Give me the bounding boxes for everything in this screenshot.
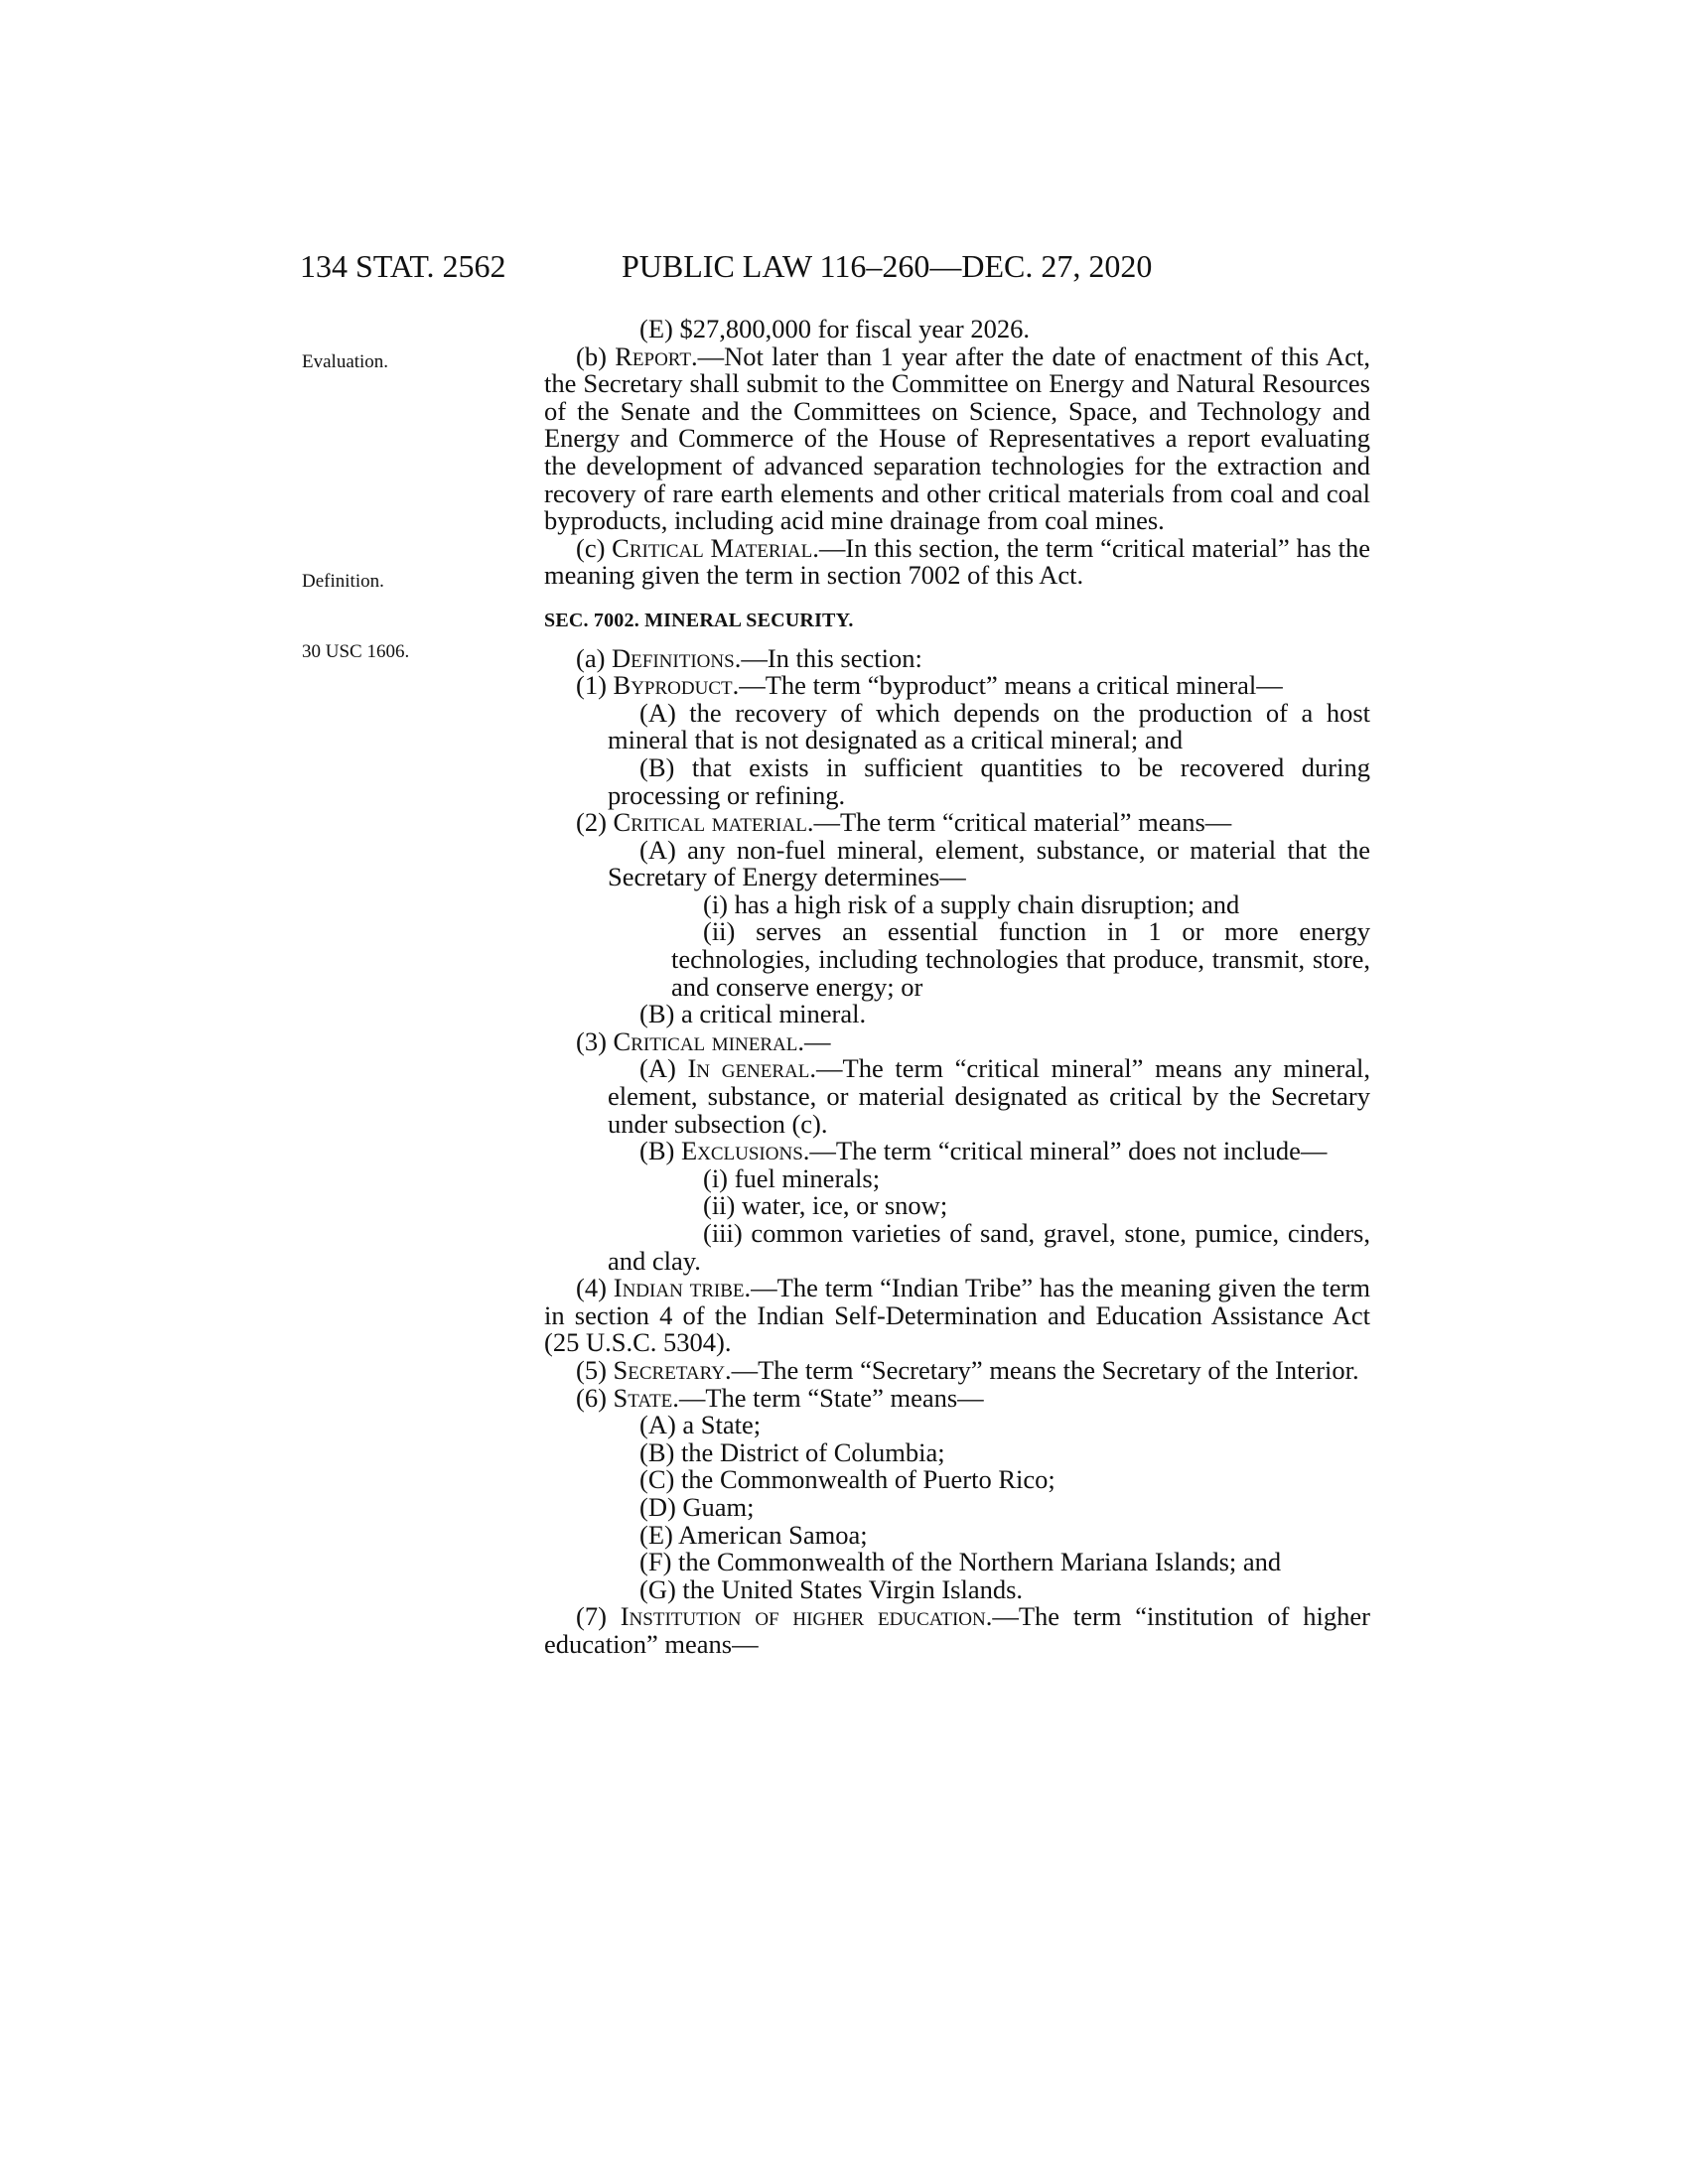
- subsection-c-lead: (c): [576, 532, 613, 563]
- subsection-a-lead: (a): [576, 642, 613, 673]
- definition-3-b-heading: Exclusions: [680, 1136, 803, 1166]
- definition-6-a: (A) a State;: [639, 1410, 762, 1440]
- definition-3-a-text: .—The term “critical mineral” means any mineral, element, substance, or material designated as critical by the Secretary under subsection (c).: [608, 1053, 1370, 1139]
- definition-6-lead: (6): [576, 1382, 614, 1413]
- definition-3-a: [544, 1055, 1370, 1138]
- definition-3-heading: Critical mineral: [613, 1025, 798, 1056]
- subsection-b-heading: Report: [615, 341, 691, 371]
- definition-2-b: (B) a critical mineral.: [639, 999, 867, 1029]
- definition-2-text: .—The term “critical material” means—: [806, 807, 1232, 838]
- definition-3-b-text: .—The term “critical mineral” does not include—: [802, 1136, 1328, 1166]
- definition-3-text: .—: [797, 1025, 831, 1056]
- definition-6-e: (E) American Samoa;: [639, 1519, 868, 1550]
- definition-4-indian-tribe: [544, 1275, 1370, 1357]
- page-reference: 134 STAT. 2562: [300, 248, 506, 284]
- definition-3-b: [544, 1138, 1370, 1165]
- definition-5-text: .—The term “Secretary” means the Secretary of the Interior.: [724, 1354, 1359, 1385]
- definition-4-text: .—The term “Indian Tribe” has the meaning given the term in section 4 of the Indian Self-Determination and Education Assistance Act (25 U.S.C. 5304).: [544, 1273, 1370, 1358]
- page-title: PUBLIC LAW 116–260—DEC. 27, 2020: [622, 248, 1153, 284]
- definition-3-b-ii: (ii) water, ice, or snow;: [703, 1190, 948, 1221]
- definition-7-text: .—The term “institution of higher education” means—: [544, 1601, 1370, 1659]
- subsection-b-report: [544, 343, 1370, 535]
- definition-2-critical-material: [544, 809, 1370, 837]
- definition-7-lead: (7): [576, 1601, 621, 1632]
- definition-1-a: (A) the recovery of which depends on the production of a host mineral that is not designated as a critical mineral; and: [608, 697, 1370, 755]
- definition-3-b-iii: (iii) common varieties of sand, gravel, stone, pumice, cinders, and clay.: [608, 1218, 1370, 1276]
- definition-2-lead: (2): [576, 807, 614, 838]
- subsection-b-lead: (b): [576, 341, 616, 371]
- definition-1-text: .—The term “byproduct” means a critical mineral—: [732, 670, 1283, 701]
- definition-7-heading: Institution of higher education: [620, 1601, 986, 1632]
- definition-5-heading: Secretary: [613, 1354, 725, 1385]
- definition-6-heading: State: [613, 1382, 673, 1413]
- definition-6-text: .—The term “State” means—: [672, 1382, 984, 1413]
- subsection-c-text: .—In this section, the term “critical material” has the meaning given the term in section 7002 of this Act.: [544, 532, 1370, 591]
- subsection-c-critical-material: [544, 532, 1370, 591]
- definition-3-a-lead: (A): [639, 1053, 688, 1084]
- paragraph-e-fy2026: (E) $27,800,000 for fiscal year 2026.: [639, 314, 1030, 343]
- definition-1-b: (B) that exists in sufficient quantities to be recovered during processing or refining.: [608, 751, 1370, 810]
- margin-note-definition: Definition.: [302, 571, 384, 592]
- definition-2-a-ii: (ii) serves an essential function in 1 or more energy technologies, including technologies that produce, transmit, store, and conserve energy; or: [671, 916, 1370, 1002]
- definition-2-a: (A) any non-fuel mineral, element, substance, or material that the Secretary of Energy determines—: [608, 834, 1370, 892]
- definition-6-g: (G) the United States Virgin Islands.: [639, 1573, 1024, 1604]
- definition-6-c: (C) the Commonwealth of Puerto Rico;: [639, 1464, 1055, 1495]
- definition-3-lead: (3): [576, 1025, 614, 1056]
- definition-6-d: (D) Guam;: [639, 1491, 755, 1522]
- definition-6-state: [544, 1382, 1370, 1413]
- definition-7-institution-of-higher-education: [544, 1603, 1370, 1658]
- subsection-a-heading: Definitions: [612, 642, 735, 673]
- margin-note-usc: 30 USC 1606.: [302, 641, 410, 662]
- definition-1-lead: (1): [576, 670, 614, 701]
- definition-4-lead: (4): [576, 1273, 614, 1303]
- subsection-a-text: .—In this section:: [734, 642, 922, 673]
- definition-6-f: (F) the Commonwealth of the Northern Mariana Islands; and: [639, 1547, 1282, 1577]
- section-heading: SEC. 7002. MINERAL SECURITY.: [544, 609, 854, 631]
- definition-3-b-lead: (B): [639, 1136, 681, 1166]
- definition-5-lead: (5): [576, 1354, 614, 1385]
- definition-3-b-i: (i) fuel minerals;: [703, 1162, 881, 1193]
- definition-6-b: (B) the District of Columbia;: [639, 1436, 945, 1467]
- definition-3-a-heading: In general: [687, 1053, 810, 1084]
- definition-1-heading: Byproduct: [613, 670, 733, 701]
- margin-note-evaluation: Evaluation.: [302, 351, 389, 372]
- definition-4-heading: Indian tribe: [613, 1273, 745, 1303]
- definition-2-heading: Critical material: [613, 807, 807, 838]
- definition-1-byproduct: [544, 672, 1370, 700]
- subsection-c-heading: Critical Material: [612, 532, 813, 563]
- subsection-a-definitions: [544, 642, 1370, 673]
- document-body: [544, 316, 1370, 1659]
- definition-3-critical-mineral: [544, 1025, 1370, 1056]
- definition-2-a-i: (i) has a high risk of a supply chain disruption; and: [703, 888, 1240, 919]
- subsection-b-text: .—Not later than 1 year after the date of enactment of this Act, the Secretary shall submit to the Committee on Energy and Natural Resources of the Senate and the Committees on Science, Space, and Technology and Energy and Commerce of the House of Representatives a report evaluating the development of advanced separation technologies for the extraction and recovery of rare earth elements and other critical materials from coal and coal byproducts, including acid mine drainage from coal mines.: [544, 341, 1371, 536]
- definition-5-secretary: [544, 1354, 1370, 1385]
